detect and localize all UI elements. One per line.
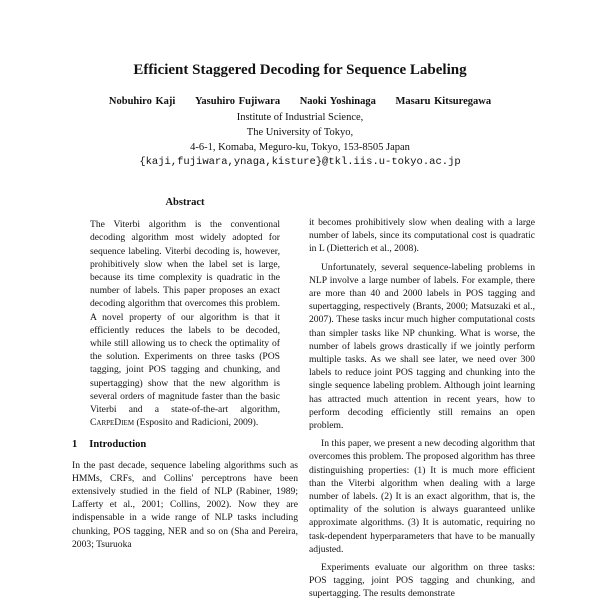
abstract-system-name: CarpeDiem: [90, 417, 135, 429]
section-title: Introduction: [89, 439, 147, 451]
body-paragraph: Experiments evaluate our algorithm on three tasks: POS tagging, joint POS tagging and chunking, and supertagging. The results demonstrate: [309, 562, 535, 600]
author-name: Yasuhiro Fujiwara: [194, 96, 281, 107]
paper-title: Efficient Staggered Decoding for Sequence Labeling: [133, 62, 467, 78]
author-name: Naoki Yoshinaga: [299, 96, 376, 107]
section-number: 1: [72, 439, 78, 451]
abstract-text-citation: (Esposito and Radicioni, 2009).: [136, 417, 259, 429]
abstract-heading: Abstract: [165, 197, 205, 208]
abstract-text-main: The Viterbi algorithm is the conventional decoding algorithm most widely adopted for sequence labeling. Viterbi decoding is, however, prohibitively slow when the label set is large, because its time complexity is quadratic in the number of labels. This paper proposes an exact decoding algorithm that overcomes this problem. A novel property of our algorithm is that it efficiently reduces the labels to be decoded, while still allowing us to check the optimality of the solution. Experiments on three tasks (POS tagging, joint POS tagging and chunking, and supertagging) show that the new algorithm is several orders of magnitude faster than the basic Viterbi and a state-of-the-art algorithm,: [90, 219, 280, 416]
section-heading-introduction: [72, 438, 298, 451]
body-paragraph: In this paper, we present a new decoding algorithm that overcomes this problem. The proposed algorithm has three distinguishing properties: (1) It is much more efficient than the Viterbi algorithm when dealing with a large number of labels. (2) It is an exact algorithm, that is, the optimality of the solution is always guaranteed unlike approximate algorithms. (3) It is automatic, requiring no task-dependent hyperparameters that have to be manually adjusted.: [309, 438, 535, 555]
affiliation-line: Institute of Industrial Science,: [236, 112, 364, 123]
body-paragraph: it becomes prohibitively slow when dealing with a large number of labels, since its computational cost is quadratic in L (Dietterich et al., 2008).: [309, 217, 535, 255]
author-email: {kaji,fujiwara,ynaga,kisture}@tkl.iis.u-tokyo.ac.jp: [139, 156, 461, 168]
author-name: Nobuhiro Kaji: [108, 96, 176, 107]
affiliation-line: 4-6-1, Komaba, Meguro-ku, Tokyo, 153-8505 Japan: [190, 142, 410, 153]
body-paragraph: Unfortunately, several sequence-labeling problems in NLP involve a large number of labels. For example, there are more than 40 and 2000 labels in POS tagging and supertagging, respectively (Brants, 2000; Matsuzaki et al., 2007). These tasks incur much higher computational costs than simpler tasks like NP chunking. What is worse, the number of labels grows drastically if we jointly perform multiple tasks. As we shall see later, we need over 300 labels to reduce joint POS tagging and chunking into the single sequence labeling problem. Although joint learning has attracted much attention in recent years, how to perform decoding efficiently still remains an open problem.: [309, 261, 535, 432]
affiliation-block: [0, 110, 600, 170]
abstract-body: [90, 218, 280, 429]
abstract-text: [90, 218, 280, 429]
right-column: [309, 216, 535, 601]
intro-paragraph: In the past decade, sequence labeling algorithms such as HMMs, CRFs, and Collins' perceptrons have been extensively studied in the field of NLP (Rabiner, 1989; Lafferty et al., 2001; Collins, 2002). Now they are indispensable in a wide range of NLP tasks including chunking, POS tagging, NER and so on (Sha and Pereira, 2003; Tsuruoka: [72, 459, 298, 550]
author-name: Masaru Kitsuregawa: [395, 96, 492, 107]
author-list: [0, 96, 600, 107]
affiliation-line: The University of Tokyo,: [246, 127, 354, 138]
left-column: [72, 196, 298, 551]
